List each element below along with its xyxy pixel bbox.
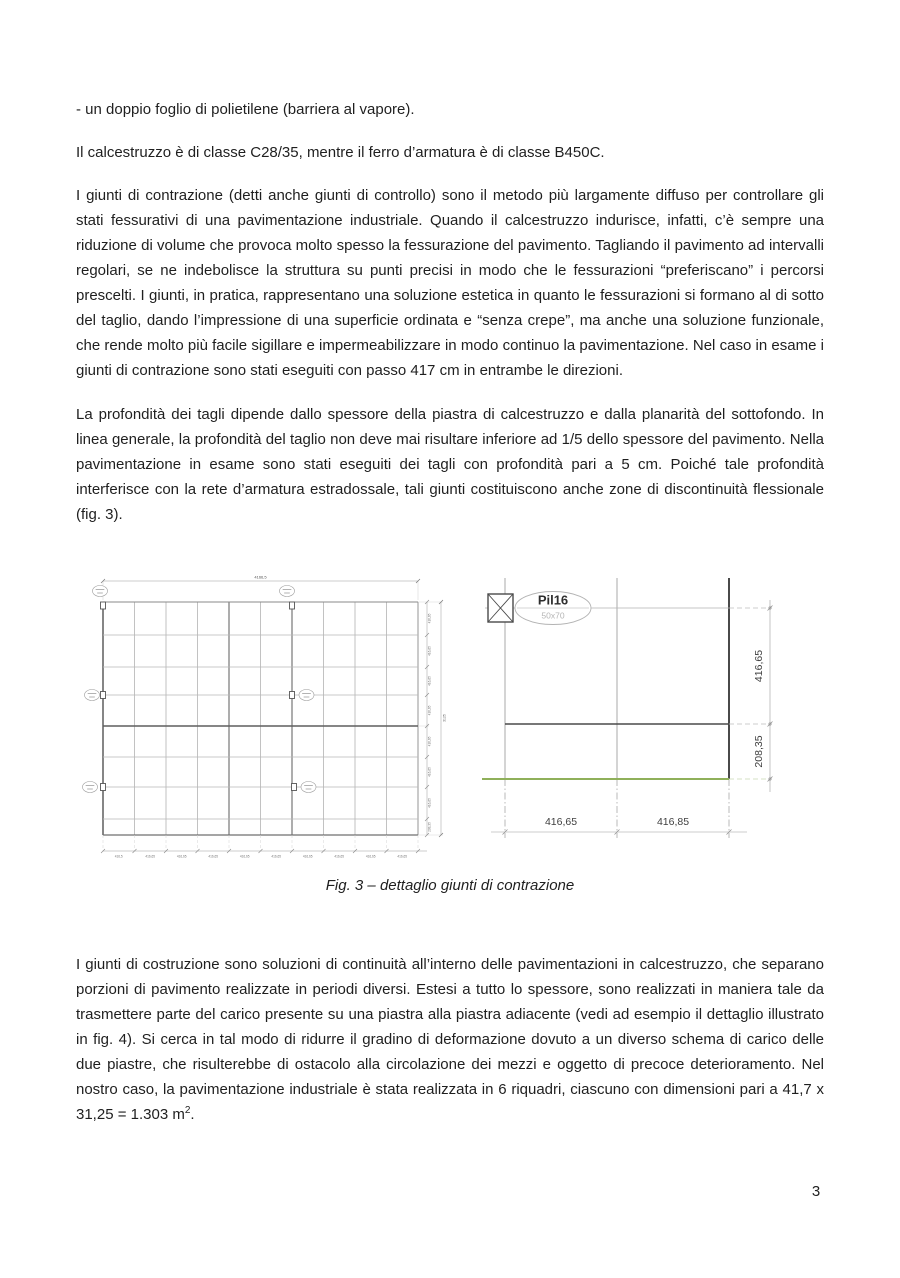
svg-text:416,65: 416,65 [397,854,408,859]
paragraph-giunti-costruzione [76,952,824,1127]
svg-text:416,65: 416,65 [427,798,432,808]
column-tag [301,782,316,793]
plan-right-dimension [418,600,443,837]
detail-dim-416-65-v: 416,65 [753,649,765,683]
plan-drawing [83,575,447,859]
column-tag [93,586,108,597]
detail-drawing [482,578,773,838]
svg-text:416,65: 416,65 [365,854,376,859]
detail-dim-416-85: 416,85 [656,816,690,828]
svg-text:416,65: 416,65 [427,676,432,686]
column-tag-size: 50x70 [541,610,565,621]
page-number: 3 [811,1183,821,1200]
svg-text:3125: 3125 [442,714,447,722]
closing-paragraph-tail: . [190,1106,195,1123]
figure-3-caption: Fig. 3 – dettaglio giunti di contrazione [325,877,575,894]
figure-3 [55,560,845,872]
column-symbol [290,602,295,609]
svg-text:416,65: 416,65 [271,854,282,859]
column-tag-pil16 [515,592,591,625]
figure-3-drawing [55,560,845,872]
svg-text:208,35: 208,35 [427,822,432,832]
paragraph-polietilene: - un doppio foglio di polietilene (barriera al vapore). [76,101,415,118]
column-tag [83,782,98,793]
paragraph-calcestruzzo: Il calcestruzzo è di classe C28/35, mentre il ferro d’armatura è di classe B450C. [76,144,605,161]
column-tag-label: Pil16 [537,592,569,608]
column-symbol-pil16 [488,594,513,622]
svg-text:416,65: 416,65 [334,854,345,859]
detail-dim-208-35: 208,35 [753,735,765,768]
column-symbol [101,784,106,791]
column-tag [299,690,314,701]
column-symbol [290,692,295,699]
svg-text:416,65: 416,65 [239,854,250,859]
svg-text:416,65: 416,65 [427,736,432,747]
plan-right-overall-dimension [439,600,447,837]
svg-text:416,65: 416,65 [145,854,156,859]
column-symbol [101,602,106,609]
plan-top-dim-label: 4166,5 [254,574,267,580]
column-tag [85,690,100,701]
svg-text:416,65: 416,65 [302,854,313,859]
svg-text:416,65: 416,65 [427,705,432,716]
column-symbol [292,784,297,791]
closing-paragraph-body: I giunti di costruzione sono soluzioni di continuità all’interno delle pavimentazioni in calcestruzzo, che separano porzioni di pavimento realizzate in periodi diversi. Estesi a tutto lo spessore, sono realizzati in maniera tale da trasmettere parte del carico presente su una piastra alla piastra adiacente (vedi ad esempio il dettaglio illustrato in fig. 4). Si cerca in tal modo di ridurre il gradino di deformazione dovuto a un diverso schema di carico delle due piastre, che risulterebbe di ostacolo alla circolazione dei mezzi e oggetto di precoce deterioramento. Nel nostro caso, la pavimentazione industriale è stata realizzata in 6 riquadri, ciascuno con dimensioni pari a 41,7 x 31,25 = 1.303 m [76,956,824,1123]
svg-text:416,65: 416,65 [427,767,432,777]
detail-right-dimension [753,600,773,792]
detail-dim-416-65-h: 416,65 [544,816,578,828]
svg-text:416,65: 416,65 [427,613,432,624]
svg-text:416,65: 416,65 [208,854,219,859]
plan-bottom-dimension [101,835,427,859]
column-symbol [101,692,106,699]
detail-bottom-dimension [491,816,747,835]
column-tag [280,586,295,597]
paragraph-giunti-contrazione: I giunti di contrazione (detti anche giunti di controllo) sono il metodo più largamente diffuso per controllare gli stati fessurativi di una pavimentazione industriale. Quando il calcestruzzo indurisce, infatti, c’è sempre una riduzione di volume che provoca molto spesso la fessurazione del pavimento. Tagliando il pavimento ad intervalli regolari, se ne indebolisce la struttura su punti precisi in modo che le fessurazioni “preferiscano” i percorsi prescelti. I giunti, in pratica, rappresentano una soluzione estetica in quanto le fessurazioni si formano al di sotto del taglio, dando l’impressione di una superficie ordinata e “senza crepe”, ma anche una soluzione funzionale, che rende molto più facile sigillare e impermeabilizzare in modo continuo la pavimentazione. Nel caso in esame i giunti di contrazione sono stati eseguiti con passo 417 cm in entrambe le direzioni. [76,187,824,379]
paragraph-profondita-tagli: La profondità dei tagli dipende dallo spessore della piastra di calcestruzzo e dalla planarità del sottofondo. In linea generale, la profondità del taglio non deve mai risultare inferiore ad 1/5 dello spessore del pavimento. Nella pavimentazione in esame sono stati eseguiti dei tagli con profondità pari a 5 cm. Poiché tale profondità interferisce con la rete d’armatura estradossale, tali giunti costituiscono anche zone di discontinuità flessionale (fig. 3). [76,406,824,523]
svg-text:416,65: 416,65 [176,854,187,859]
superscript-2: 2 [184,1105,191,1116]
svg-text:416,65: 416,65 [427,646,432,656]
svg-text:416,5: 416,5 [114,854,123,859]
plan-column-tags [83,586,317,793]
plan-top-dimension [101,575,420,601]
